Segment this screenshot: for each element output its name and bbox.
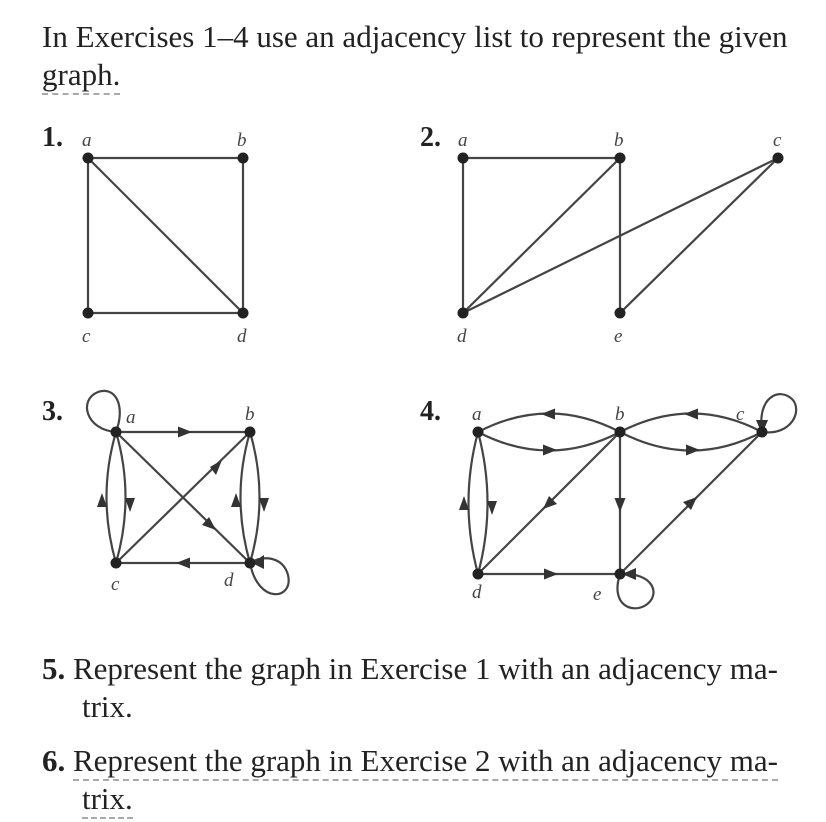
g3-edge-db: [241, 432, 251, 563]
g4-edge-da: [469, 432, 479, 574]
g4-vertex-a: [473, 427, 484, 438]
g1-edge-ad: [88, 158, 243, 313]
g1-vertex-b: [238, 153, 249, 164]
g2-edge-bd: [463, 158, 620, 313]
g2-label-a: a: [458, 130, 468, 151]
exercise-6-line-1: Represent the graph in Exercise 2 with an adjacency ma-: [73, 743, 778, 781]
exercise-5-number: 5.: [42, 651, 66, 686]
g3-arrow-dc: [176, 558, 190, 569]
g2-label-d: d: [457, 326, 467, 347]
g3-arrow-bd: [259, 498, 269, 512]
exercise-3-number: 3.: [42, 396, 63, 427]
g4-label-b: b: [615, 404, 625, 425]
exercise-6-line-2: trix.: [82, 781, 133, 819]
graph-2: [457, 130, 784, 347]
g4-arrow-de: [544, 569, 558, 580]
g4-label-c: c: [736, 404, 745, 425]
g3-loop-a: [87, 391, 120, 432]
g4-arrow-cb: [684, 409, 698, 420]
g4-arrow-bc: [686, 445, 700, 456]
exercise-6-number: 6.: [42, 743, 66, 778]
g1-vertex-a: [83, 153, 94, 164]
g4-label-e: e: [593, 584, 602, 605]
g2-label-b: b: [614, 130, 624, 151]
g3-edge-ac: [116, 432, 126, 563]
g3-vertex-b: [245, 427, 256, 438]
g3-arrow-ab: [178, 427, 192, 438]
g2-label-e: e: [614, 326, 623, 347]
g3-arrow-ac: [125, 498, 135, 512]
g1-vertex-c: [83, 308, 94, 319]
g3-label-b: b: [245, 404, 255, 425]
g4-label-d: d: [472, 582, 482, 603]
g2-vertex-a: [458, 153, 469, 164]
g4-arrow-be: [615, 498, 626, 512]
intro-line-1: In Exercises 1–4 use an adjacency list to represent the given: [42, 19, 788, 54]
g1-label-a: a: [82, 130, 92, 151]
g3-label-a: a: [126, 407, 136, 428]
g4-vertex-b: [615, 427, 626, 438]
g4-vertex-d: [473, 569, 484, 580]
g2-label-c: c: [773, 130, 782, 151]
intro-line-2: graph.: [42, 57, 120, 95]
exercise-5-line-2: trix.: [82, 689, 133, 724]
g2-vertex-b: [615, 153, 626, 164]
g4-vertex-e: [615, 569, 626, 580]
g4-vertex-c: [757, 427, 768, 438]
g4-label-a: a: [472, 404, 482, 425]
g3-vertex-d: [245, 558, 256, 569]
graph-3: [87, 391, 289, 595]
g3-edge-ca: [107, 432, 117, 563]
g2-vertex-d: [458, 308, 469, 319]
g1-label-d: d: [237, 326, 247, 347]
g3-edge-bd: [250, 432, 260, 563]
exercise-1-number: 1.: [42, 122, 63, 153]
exercise-4-number: 4.: [420, 396, 441, 427]
g2-vertex-c: [773, 153, 784, 164]
g1-label-c: c: [82, 326, 91, 347]
g2-vertex-e: [615, 308, 626, 319]
exercise-5-line-1: Represent the graph in Exercise 1 with an adjacency ma-: [73, 651, 778, 686]
g4-arrow-ab: [543, 445, 557, 456]
g1-label-b: b: [237, 130, 247, 151]
exercise-6: [42, 742, 778, 818]
exercise-5: [42, 650, 778, 726]
g4-loop-c: [761, 394, 796, 432]
g3-vertex-c: [111, 558, 122, 569]
g1-vertex-d: [238, 308, 249, 319]
g3-label-d: d: [224, 570, 234, 591]
graph-4: [459, 394, 796, 608]
g2-edge-ce: [620, 158, 778, 313]
exercise-2-number: 2.: [420, 122, 441, 153]
graph-1: [82, 130, 249, 347]
g3-vertex-a: [111, 427, 122, 438]
g4-edge-ad: [478, 432, 488, 574]
g3-label-c: c: [111, 574, 120, 595]
g3-arrow-cb: [210, 460, 222, 475]
g4-arrow-ba: [541, 409, 555, 420]
